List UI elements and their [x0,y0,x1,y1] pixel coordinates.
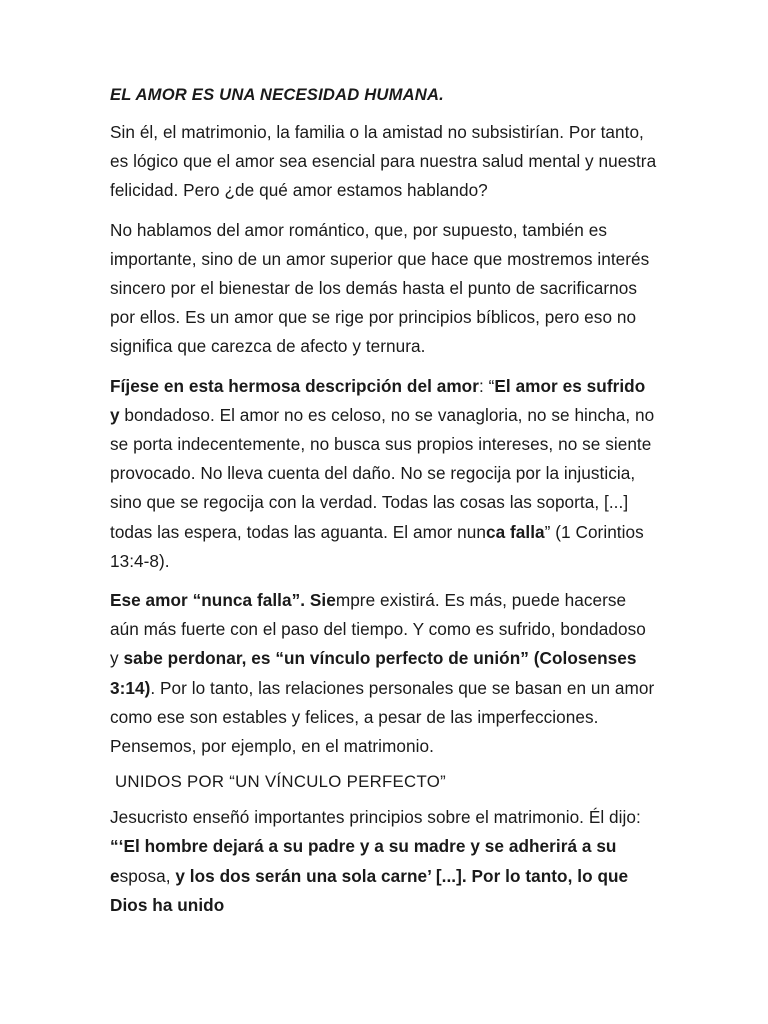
paragraph-3-quote-start: El amor es sufrido y [110,375,646,425]
paragraph-5 [110,803,658,920]
paragraph-4 [110,586,658,761]
paragraph-4-colossians-quote: sabe perdonar, es “un vínculo perfecto de unión” (Colosenses 3:14) [110,648,637,698]
paragraph-3-quote-end: ca falla [485,521,545,542]
paragraph-5-quote: “‘El hombre dejará a su padre y a su madre y se adherirá a su e [110,836,617,886]
paragraph-3-colon: : “ [478,375,495,396]
paragraph-2: No hablamos del amor romántico, que, por supuesto, también es importante, sino de un amor superior que hace que mostremos interés sincero por el bienestar de los demás hasta el punto de sacrificarnos por ellos. Es un amor que se rige por principios bíblicos, pero eso no significa que carezca de afecto y ternura. [110,219,650,357]
document-title: EL AMOR ES UNA NECESIDAD HUMANA. [110,85,444,104]
paragraph-5-quote-end: y los dos serán una sola carne’ [...]. Por lo tanto, lo que Dios ha unido [110,865,629,915]
paragraph-3-close-quote: ” [544,521,551,542]
paragraph-4-lead: Ese amor “nunca falla”. Sie [110,590,336,611]
paragraph-3 [110,372,658,576]
paragraph-1: Sin él, el matrimonio, la familia o la amistad no subsistirían. Por tanto, es lógico que el amor sea esencial para nuestra salud mental y nuestra felicidad. Pero ¿de qué amor estamos hablando? [110,122,657,201]
paragraph-4-text-1: mpre existirá. Es más, puede hacerse aún más fuerte con el paso del tiempo. Y como es sufrido, bondadoso y [110,590,646,669]
paragraph-5-text-2: sposa, [119,865,176,886]
document-body [110,84,658,920]
paragraph-3-body: bondadoso. El amor no es celoso, no se vanagloria, no se hincha, no se porta indecentemente, no busca sus propios intereses, no se siente provocado. No lleva cuenta del daño. No se regocija por la injusticia, sino que se regocija con la verdad. Todas las cosas las soporta, [...] todas las espera, todas las aguanta. El amor nun [110,404,655,542]
paragraph-3-reference: (1 Corintios 13:4-8). [110,521,644,571]
paragraph-5-text: Jesucristo enseñó importantes principios sobre el matrimonio. Él dijo: [110,807,641,828]
section-heading: UNIDOS POR “UN VÍNCULO PERFECTO” [115,772,446,792]
paragraph-3-intro: Fíjese en esta hermosa descripción del amor [110,375,479,396]
paragraph-4-text-2: . Por lo tanto, las relaciones personales que se basan en un amor como ese son estables y felices, a pesar de las imperfecciones. Pensemos, por ejemplo, en el matrimonio. [110,677,655,757]
